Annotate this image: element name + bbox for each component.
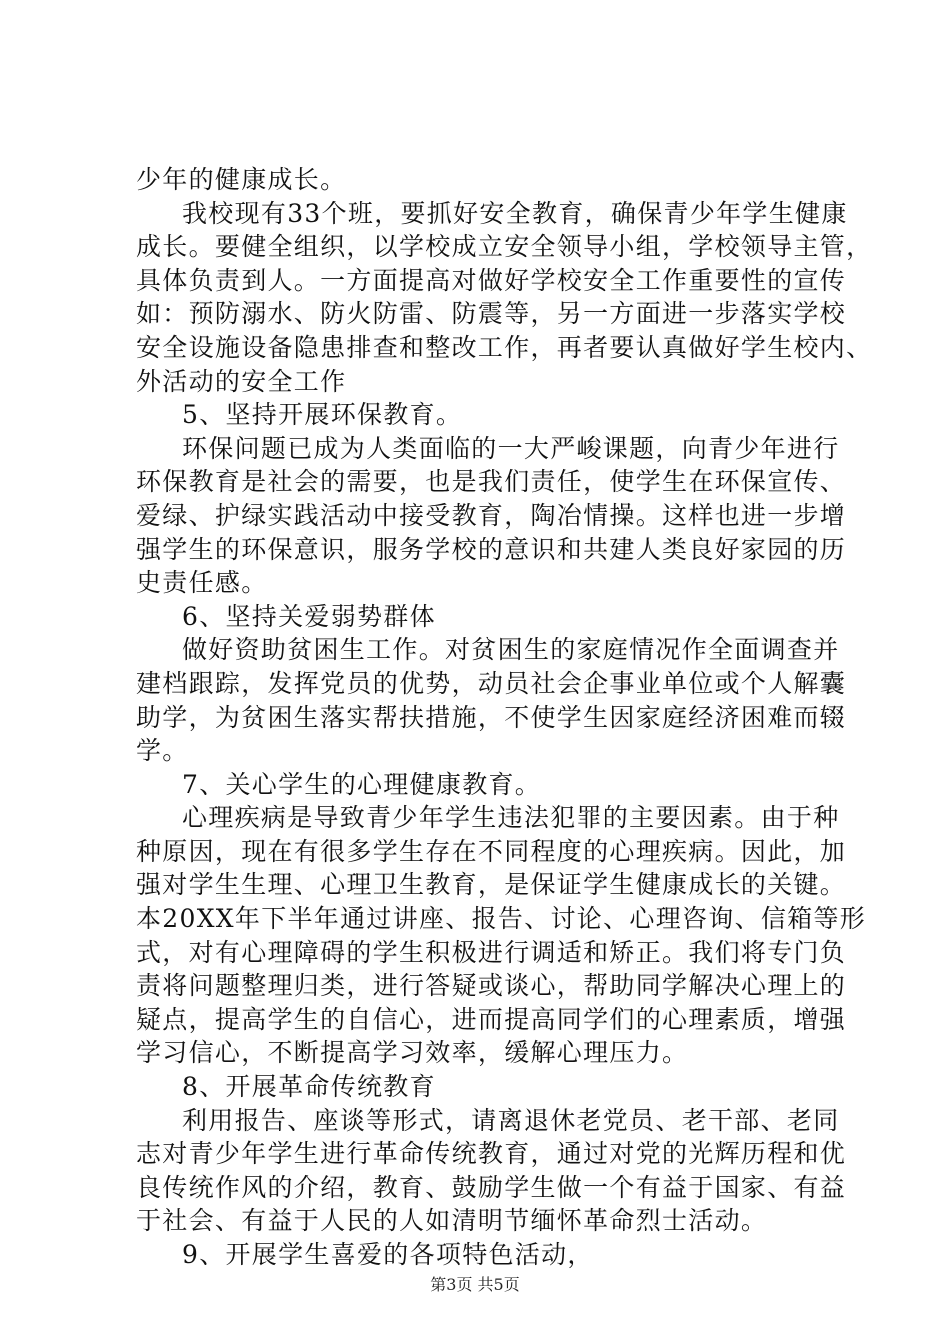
- text-line: 如：预防溺水、防火防雷、防震等，另一方面进一步落实学校: [136, 299, 847, 329]
- text-line: 环保教育是社会的需要，也是我们责任，使学生在环保宣传、: [136, 467, 847, 497]
- text-line: 本20XX年下半年通过讲座、报告、讨论、心理咨询、信箱等形: [136, 904, 867, 934]
- text-line: 心理疾病是导致青少年学生违法犯罪的主要因素。由于种: [182, 803, 840, 833]
- text-line: 环保问题已成为人类面临的一大严峻课题，向青少年进行: [182, 433, 840, 463]
- text-line: 建档跟踪，发挥党员的优势，动员社会企事业单位或个人解囊: [136, 668, 847, 698]
- text-line: 我校现有33个班，要抓好安全教育，确保青少年学生健康: [182, 198, 848, 228]
- text-line: 种原因，现在有很多学生存在不同程度的心理疾病。因此，加: [136, 836, 847, 866]
- text-line: 志对青少年学生进行革命传统教育，通过对党的光辉历程和优: [136, 1139, 847, 1169]
- text-line: 5、坚持开展环保教育。: [182, 400, 463, 430]
- text-line: 利用报告、座谈等形式，请离退休老党员、老干部、老同: [182, 1105, 840, 1135]
- text-line: 于社会、有益于人民的人如清明节缅怀革命烈士活动。: [136, 1206, 768, 1236]
- text-line: 成长。要健全组织，以学校成立安全领导小组，学校领导主管，: [136, 232, 873, 262]
- text-line: 9、开展学生喜爱的各项特色活动，: [182, 1240, 594, 1269]
- text-line: 式，对有心理障碍的学生积极进行调适和矫正。我们将专门负: [136, 937, 847, 967]
- text-line: 良传统作风的介绍，教育、鼓励学生做一个有益于国家、有益: [136, 1172, 847, 1202]
- text-line: 8、开展革命传统教育: [182, 1072, 436, 1102]
- text-line: 强对学生生理、心理卫生教育，是保证学生健康成长的关键。: [136, 870, 847, 900]
- text-line: 7、关心学生的心理健康教育。: [182, 769, 542, 799]
- text-line: 学习信心，不断提高学习效率，缓解心理压力。: [136, 1038, 689, 1068]
- text-line: 学。: [136, 736, 189, 766]
- text-line: 疑点，提高学生的自信心，进而提高同学们的心理素质，增强: [136, 1004, 847, 1034]
- text-line: 责将问题整理归类，进行答疑或谈心，帮助同学解决心理上的: [136, 971, 847, 1001]
- text-line: 助学，为贫困生落实帮扶措施，不使学生因家庭经济困难而辍: [136, 702, 847, 732]
- text-line: 爱绿、护绿实践活动中接受教育，陶冶情操。这样也进一步增: [136, 500, 847, 530]
- text-line: 少年的健康成长。: [136, 165, 347, 194]
- text-line: 具体负责到人。一方面提高对做好学校安全工作重要性的宣传: [136, 265, 847, 295]
- text-line: 史责任感。: [136, 568, 268, 598]
- text-line: 外活动的安全工作: [136, 366, 347, 396]
- text-line: 安全设施设备隐患排查和整改工作，再者要认真做好学生校内、: [136, 332, 873, 362]
- page-number-footer: 第3页 共5页: [430, 1275, 520, 1294]
- text-line: 做好资助贫困生工作。对贫困生的家庭情况作全面调查并: [182, 635, 840, 665]
- document-body: [136, 163, 873, 1272]
- text-line: 强学生的环保意识，服务学校的意识和共建人类良好家园的历: [136, 534, 847, 564]
- text-line: 6、坚持关爱弱势群体: [182, 601, 436, 631]
